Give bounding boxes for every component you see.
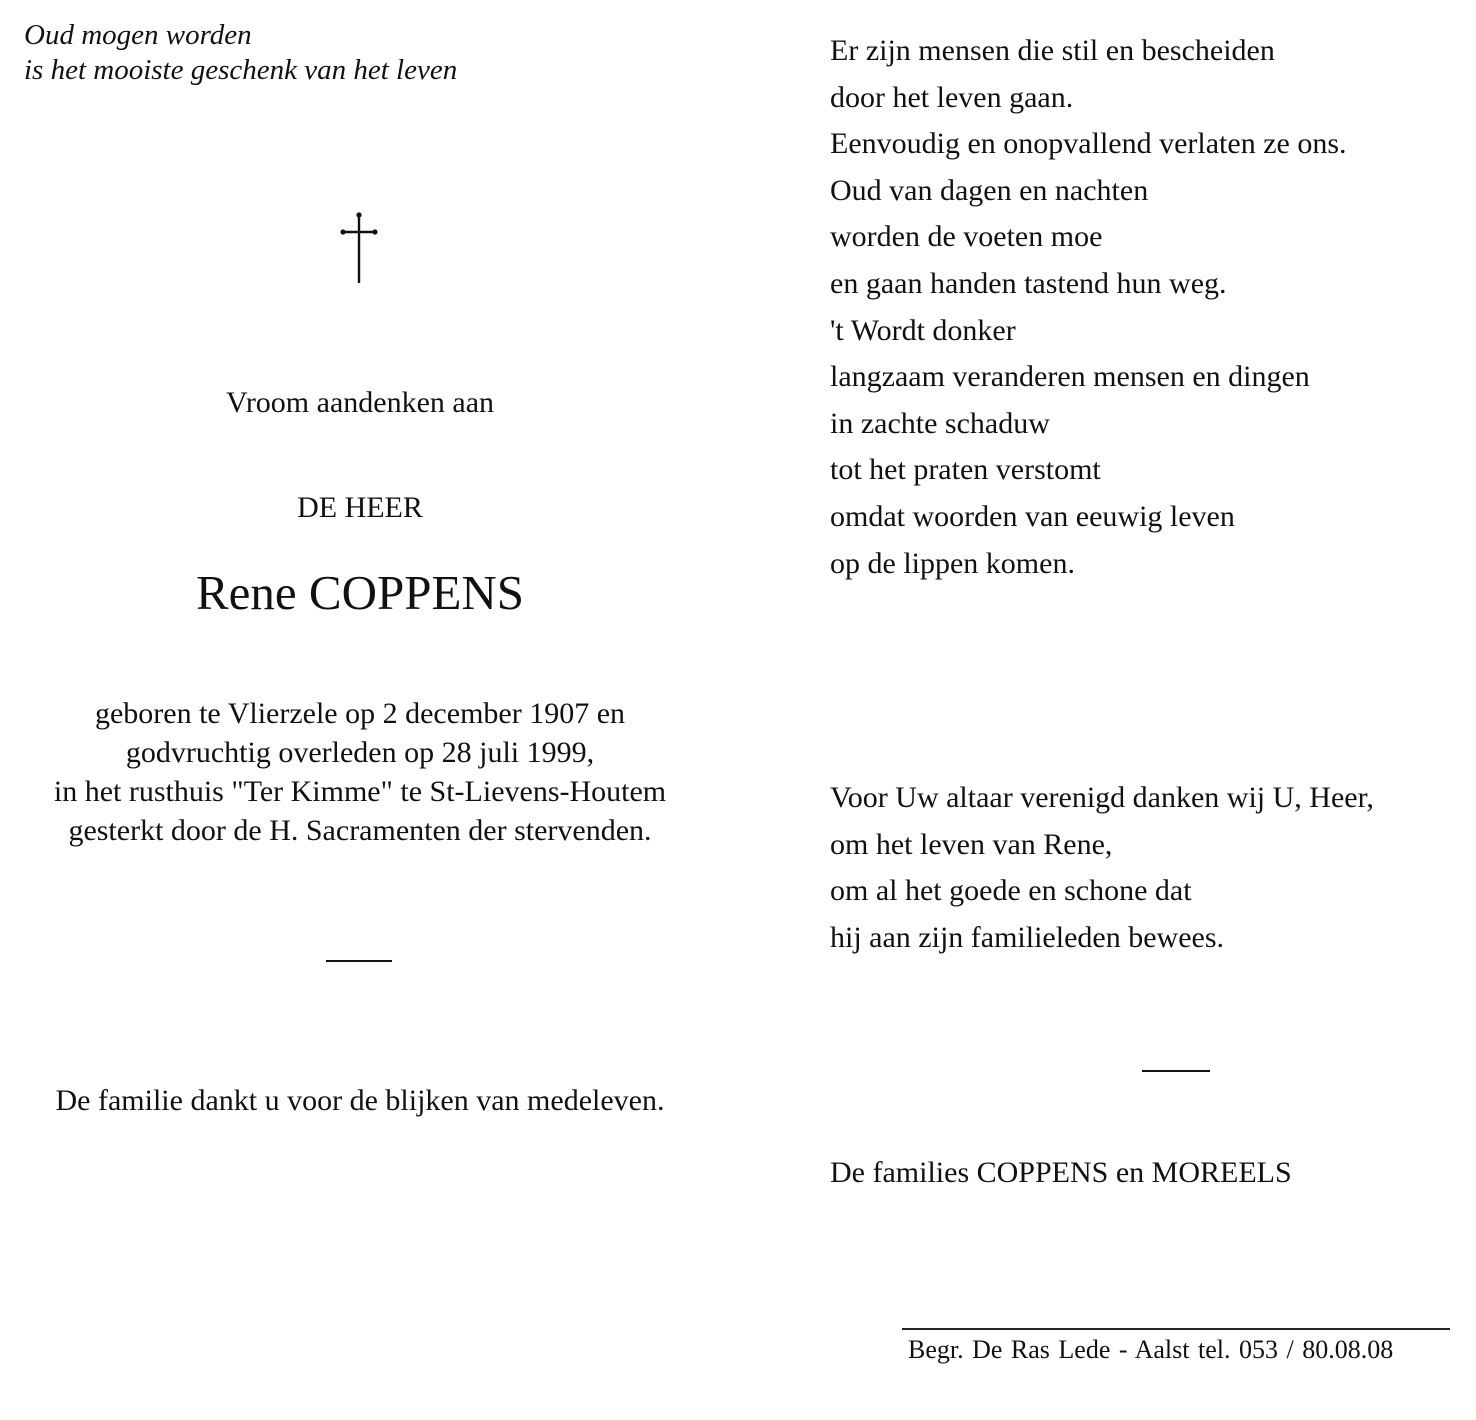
bio-line: gesterkt door de H. Sacramenten der stervenden. <box>68 814 652 847</box>
prayer-line: Voor Uw altaar verenigd danken wij U, Heer, <box>830 781 1374 814</box>
poem-line: 't Wordt donker <box>830 313 1016 347</box>
prayer-line: om al het goede en schone dat <box>830 874 1192 907</box>
divider <box>326 960 392 962</box>
family-thanks: De familie dankt u voor de blijken van medeleven. <box>55 1084 665 1117</box>
motto-line: is het mooiste geschenk van het leven <box>24 54 458 86</box>
bio-line: in het rusthuis "Ter Kimme" te St-Lievens-Houtem <box>53 775 667 808</box>
biography <box>0 694 720 850</box>
deceased-name: Rene COPPENS <box>195 565 525 620</box>
prayer-line: hij aan zijn familieleden bewees. <box>830 920 1224 954</box>
motto <box>24 18 457 88</box>
poem-line: en gaan handen tastend hun weg. <box>830 266 1227 300</box>
poem-line: in zachte schaduw <box>830 406 1050 440</box>
poem-line: Oud van dagen en nachten <box>830 173 1149 207</box>
divider <box>1142 1070 1210 1072</box>
families-signature: De families COPPENS en MOREELS <box>830 1156 1292 1189</box>
bio-line: geboren te Vlierzele op 2 december 1907 en <box>94 697 626 730</box>
gratitude-prayer <box>830 775 1374 961</box>
undertaker-credit: Begr. De Ras Lede - Aalst tel. 053 / 80.08.08 <box>908 1335 1394 1364</box>
poem-line: tot het praten verstomt <box>830 453 1101 487</box>
poem-line: worden de voeten moe <box>830 220 1103 254</box>
poem-line: Eenvoudig en onopvallend verlaten ze ons. <box>830 127 1347 161</box>
honorific: DE HEER <box>297 491 423 524</box>
memorial-intro: Vroom aandenken aan <box>225 386 495 419</box>
poem-line: door het leven gaan. <box>830 80 1074 114</box>
latin-cross-icon <box>338 212 380 284</box>
poem-line: omdat woorden van eeuwig leven <box>830 499 1235 533</box>
poem-line: Er zijn mensen die stil en bescheiden <box>830 34 1275 67</box>
footer-rule <box>902 1328 1450 1330</box>
bio-line: godvruchtig overleden op 28 juli 1999, <box>125 736 595 769</box>
motto-line: Oud mogen worden <box>24 19 252 51</box>
poem-line: op de lippen komen. <box>830 546 1075 580</box>
poem <box>830 28 1347 587</box>
prayer-line: om het leven van Rene, <box>830 827 1113 861</box>
poem-line: langzaam veranderen mensen en dingen <box>830 360 1310 394</box>
